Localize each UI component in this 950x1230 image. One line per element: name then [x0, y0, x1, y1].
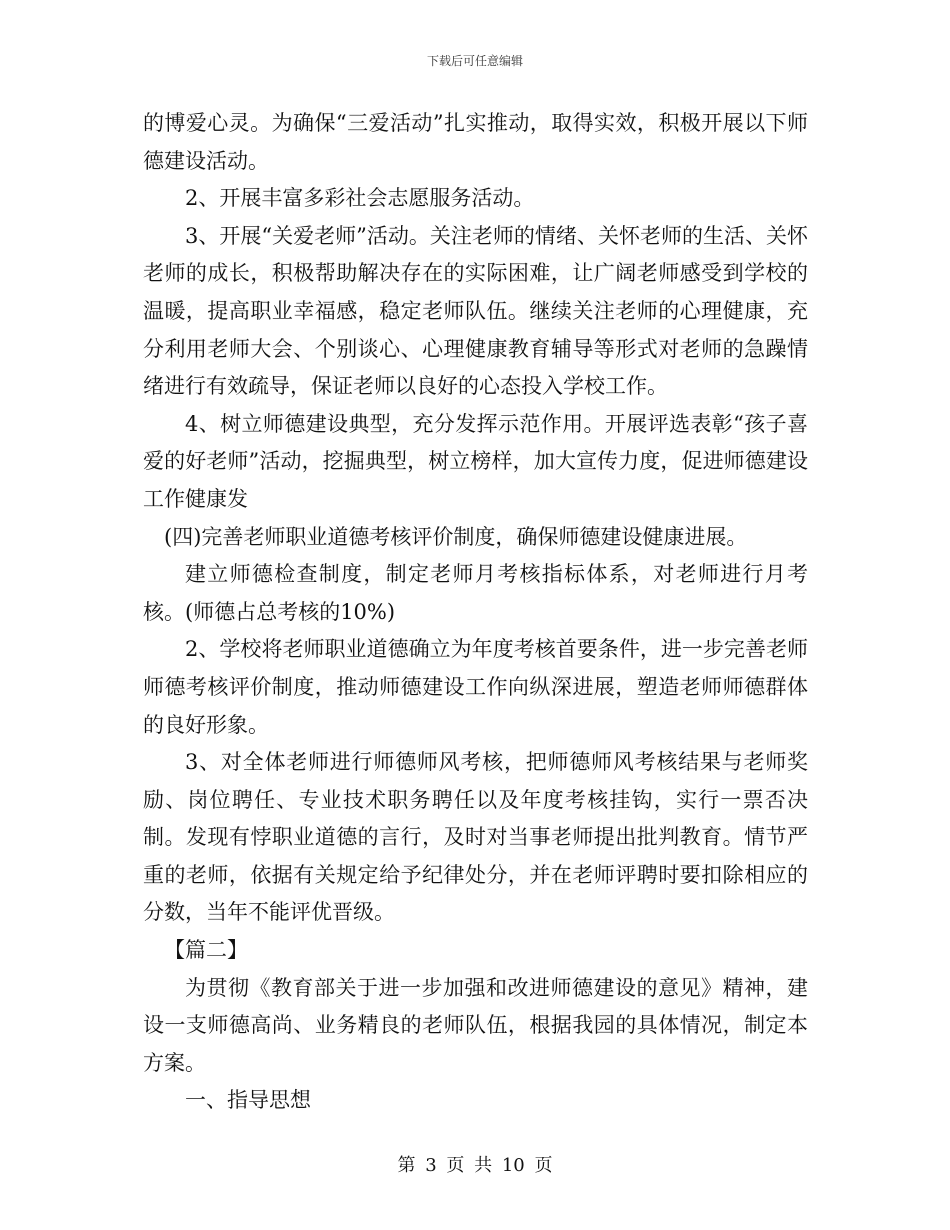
paragraph-annual-assessment: 2、学校将老师职业道德确立为年度考核首要条件，进一步完善老师师德考核评价制度，推动师德建设工作向纵深进展，塑造老师师德群体的良好形象。: [143, 637, 808, 737]
page-header: 下载后可任意编辑: [426, 54, 523, 68]
paragraph-check-system: 建立师德检查制度，制定老师月考核指标体系，对老师进行月考核。(师德占总考核的10%): [143, 562, 808, 624]
paragraph-item-3: 3、开展“关爱老师”活动。关注老师的情绪、关怀老师的生活、关怀老师的成长，积极帮助解决存在的实际困难，让广阔老师感受到学校的温暖，提高职业幸福感，稳定老师队伍。继续关注老师的心理健康，充分利用老师大会、个别谈心、心理健康教育辅导等形式对老师的急躁情绪进行有效疏导，保证老师以良好的心态投入学校工作。: [143, 223, 808, 399]
part-two-heading: 【篇二】: [164, 938, 248, 963]
paragraph-item-4: 4、树立师德建设典型，充分发挥示范作用。开展评选表彰“孩子喜爱的好老师”活动，挖掘典型，树立榜样，加大宣传力度，促进师德建设工作健康发: [143, 411, 808, 511]
section-heading-guiding-thought: 一、指导思想: [185, 1088, 311, 1113]
paragraph-continuation: 的博爱心灵。为确保“三爱活动”扎实推动，取得实效，积极开展以下师德建设活动。: [143, 111, 808, 173]
document-body: [143, 105, 808, 1120]
section-heading-4: (四)完善老师职业道德考核评价制度，确保师德建设健康进展。: [164, 524, 748, 549]
page-number: 第 3 页 共 10 页: [397, 1155, 553, 1176]
paragraph-ethics-review: 3、对全体老师进行师德师风考核，把师德师风考核结果与老师奖励、岗位聘任、专业技术职务聘任以及年度考核挂钩，实行一票否决制。发现有悖职业道德的言行，及时对当事老师提出批判教育。情节严重的老师，依据有关规定给予纪律处分，并在老师评聘时要扣除相应的分数，当年不能评优晋级。: [143, 750, 808, 925]
paragraph-intro: 为贯彻《教育部关于进一步加强和改进师德建设的意见》精神，建设一支师德高尚、业务精良的老师队伍，根据我园的具体情况，制定本方案。: [143, 975, 808, 1075]
paragraph-item-2: 2、开展丰富多彩社会志愿服务活动。: [185, 186, 535, 211]
